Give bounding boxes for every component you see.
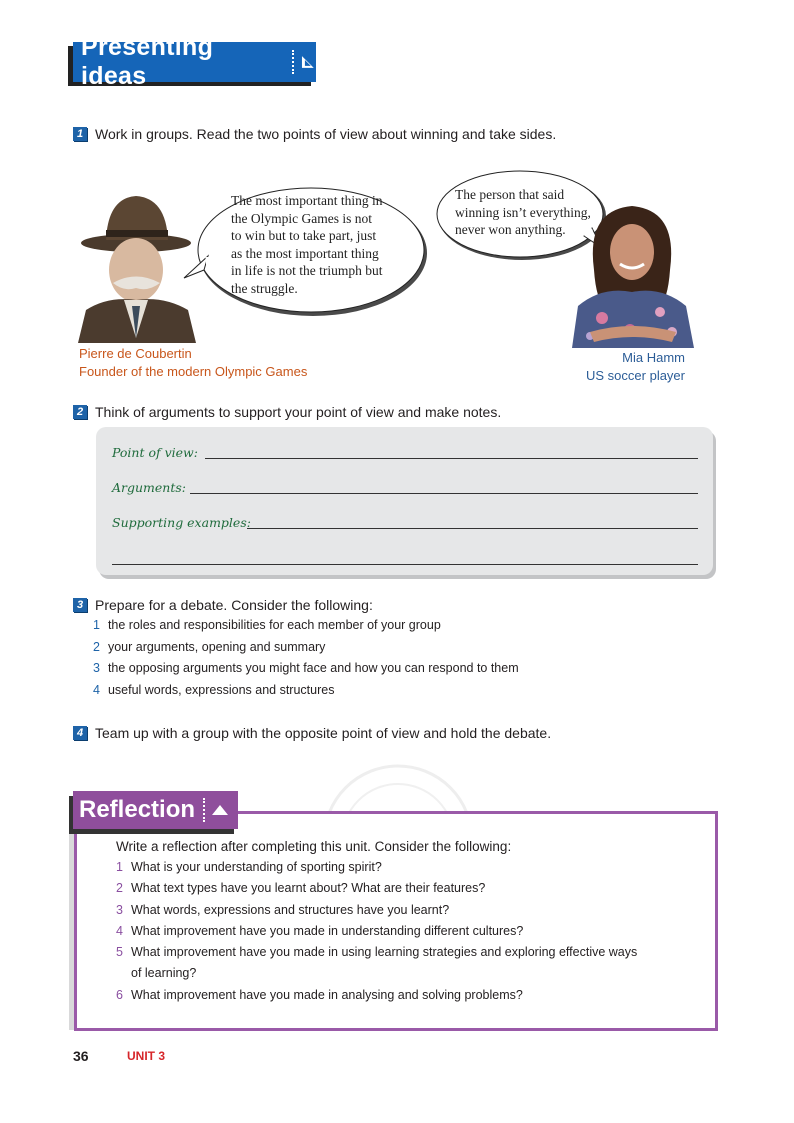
quote-line: the Olympic Games is not: [231, 210, 372, 226]
coubertin-role: Founder of the modern Olympic Games: [79, 364, 308, 379]
hamm-name: Mia Hamm: [622, 350, 685, 365]
section-title: Presenting ideas: [81, 33, 214, 90]
list-number: 1: [93, 618, 100, 632]
list-text: your arguments, opening and summary: [107, 639, 326, 654]
list-number: 2: [93, 639, 100, 654]
arguments-line[interactable]: [190, 493, 698, 494]
quote-line: never won anything.: [455, 222, 566, 237]
quote-1-text: [231, 192, 383, 297]
list-number: 5: [116, 945, 123, 960]
list-number: 1: [116, 860, 123, 874]
mia-hamm-photo: [572, 200, 694, 348]
coubertin-caption: [79, 345, 307, 381]
reflection-title: Reflection: [79, 796, 196, 823]
corner-triangle-icon: [300, 54, 316, 70]
list-number: 2: [116, 881, 123, 896]
task-number-badge: 2: [73, 405, 87, 419]
task-text: Team up with a group with the opposite point of view and hold the debate.: [95, 725, 552, 741]
task-1: [73, 126, 556, 142]
task-2: [73, 404, 501, 420]
list-text: What text types have you learnt about? What are their features?: [130, 881, 486, 896]
quote-line: The person that said: [455, 187, 565, 202]
task-4: [73, 725, 551, 741]
task-text: Prepare for a debate. Consider the following:: [95, 597, 373, 613]
list-text: the roles and responsibilities for each member of your group: [107, 618, 441, 632]
hamm-role: US soccer player: [586, 368, 685, 383]
task-number-badge: 1: [73, 127, 87, 141]
coubertin-name: Pierre de Coubertin: [79, 346, 192, 361]
list-number: 3: [93, 661, 100, 675]
task-number-badge: 4: [73, 726, 87, 740]
list-text: What improvement have you made in analysing and solving problems?: [130, 987, 523, 1002]
list-item: [93, 640, 519, 662]
supporting-examples-line[interactable]: [247, 528, 698, 529]
task-3: [73, 597, 373, 613]
header-divider: [203, 798, 205, 822]
quote-line: as the most important thing: [231, 245, 379, 261]
quote-2-text: [455, 186, 591, 239]
triangle-up-icon: [211, 804, 229, 816]
page-number: 36: [73, 1048, 89, 1064]
list-number: 3: [116, 902, 123, 917]
list-number: 6: [116, 987, 123, 1002]
list-item: [116, 881, 637, 902]
list-text: What improvement have you made in understanding different cultures?: [130, 923, 524, 938]
arguments-label: Arguments:: [112, 480, 187, 495]
list-number: 4: [116, 923, 123, 938]
list-item-continued: [116, 966, 637, 987]
header-divider: [292, 50, 294, 74]
quote-line: to win but to take part, just: [231, 228, 377, 243]
reflection-intro: Write a reflection after completing this unit. Consider the following:: [116, 839, 512, 854]
reflection-list: [116, 860, 637, 1009]
list-item: [116, 903, 637, 924]
pierre-de-coubertin-photo: [78, 188, 196, 343]
quote-line: the struggle.: [231, 280, 298, 296]
list-item: [116, 945, 637, 966]
list-item: [93, 683, 519, 705]
list-text: useful words, expressions and structures: [107, 682, 335, 697]
supporting-examples-label: Supporting examples:: [112, 515, 251, 530]
list-text: of learning?: [131, 966, 197, 981]
quote-line: in life is not the triumph but: [231, 263, 383, 278]
list-text: What improvement have you made in using learning strategies and exploring effective ways: [130, 945, 638, 960]
task-text: Work in groups. Read the two points of view about winning and take sides.: [95, 126, 557, 142]
task-number-badge: 3: [73, 598, 87, 612]
prepare-list: [93, 618, 519, 704]
point-of-view-label: Point of view:: [112, 445, 198, 460]
unit-label: UNIT 3: [127, 1049, 166, 1063]
hamm-caption: [586, 349, 685, 385]
list-item: [116, 924, 637, 945]
point-of-view-line[interactable]: [205, 458, 698, 459]
list-number: 4: [93, 682, 100, 697]
quote-line: winning isn’t everything,: [455, 204, 591, 220]
task-text: Think of arguments to support your point of view and make notes.: [95, 404, 502, 420]
list-text: the opposing arguments you might face and how you can respond to them: [107, 661, 519, 675]
list-text: What is your understanding of sporting spirit?: [130, 860, 382, 874]
list-item: [93, 661, 519, 683]
list-item: [116, 988, 637, 1009]
list-text: What words, expressions and structures have you learnt?: [130, 902, 450, 917]
list-item: [93, 618, 519, 640]
list-item: [116, 860, 637, 881]
reflection-header: [73, 791, 238, 829]
extra-line[interactable]: [112, 564, 698, 565]
section-header: [73, 33, 316, 90]
quote-line: The most important thing in: [231, 193, 383, 208]
